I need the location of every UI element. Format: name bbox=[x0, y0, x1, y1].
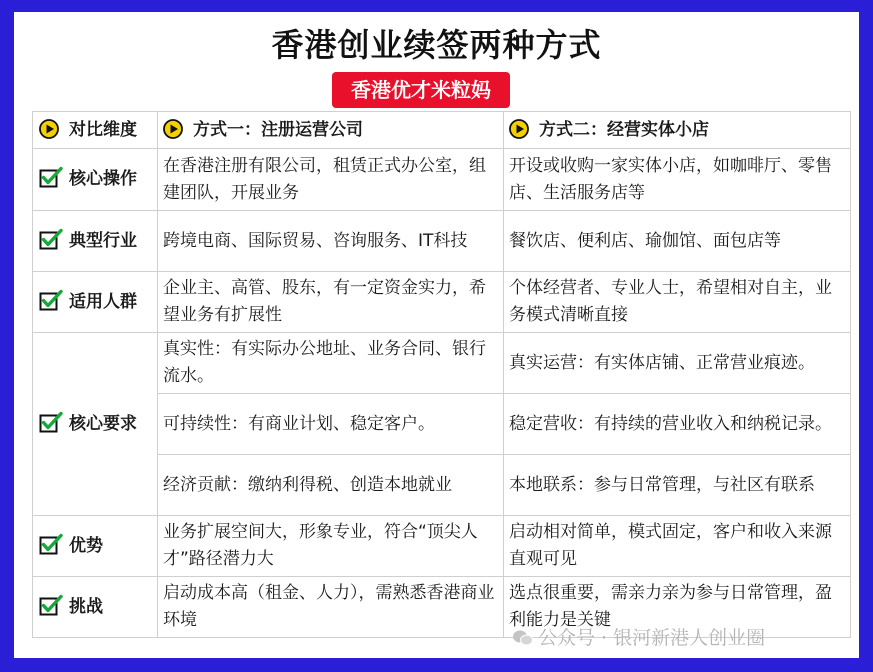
comparison-table bbox=[32, 111, 851, 638]
row-label-requirements: 核心要求 bbox=[33, 333, 158, 516]
challenge-method-one: 启动成本高（租金、人力），需熟悉香港商业环境 bbox=[158, 577, 504, 638]
requirement-method-two: 稳定营收：有持续的营业收入和纳税记录。 bbox=[504, 394, 851, 455]
challenge-method-two: 选点很重要，需亲力亲为参与日常管理，盈利能力是关键 bbox=[504, 577, 851, 638]
industry-method-two: 餐饮店、便利店、瑜伽馆、面包店等 bbox=[504, 211, 851, 272]
table-row bbox=[33, 149, 851, 211]
row-label-people: 适用人群 bbox=[33, 272, 158, 333]
row-label-advantage: 优势 bbox=[33, 516, 158, 577]
people-method-two: 个体经营者、专业人士，希望相对自主，业务模式清晰直接 bbox=[504, 272, 851, 333]
play-icon bbox=[163, 119, 183, 139]
requirement-method-one: 经济贡献：缴纳利得税、创造本地就业 bbox=[158, 455, 504, 516]
people-method-one: 企业主、高管、股东，有一定资金实力，希望业务有扩展性 bbox=[158, 272, 504, 333]
header-method-one: 方式一：注册运营公司 bbox=[158, 112, 504, 149]
requirement-method-one: 可持续性：有商业计划、稳定客户。 bbox=[158, 394, 504, 455]
row-label-industry: 典型行业 bbox=[33, 211, 158, 272]
requirement-method-one: 真实性：有实际办公地址、业务合同、银行流水。 bbox=[158, 333, 504, 394]
check-icon bbox=[39, 411, 63, 433]
check-icon bbox=[39, 228, 63, 250]
check-icon bbox=[39, 533, 63, 555]
table-row bbox=[33, 333, 851, 394]
play-icon bbox=[509, 119, 529, 139]
row-label-operation: 核心操作 bbox=[33, 149, 158, 211]
check-icon bbox=[39, 289, 63, 311]
header-dimension: 对比维度 bbox=[33, 112, 158, 149]
header-method-two: 方式二：经营实体小店 bbox=[504, 112, 851, 149]
advantage-method-two: 启动相对简单，模式固定，客户和收入来源直观可见 bbox=[504, 516, 851, 577]
content-card bbox=[14, 12, 859, 658]
play-icon bbox=[39, 119, 59, 139]
operation-method-one: 在香港注册有限公司，租赁正式办公室，组建团队，开展业务 bbox=[158, 149, 504, 211]
page-title: 香港创业续签两种方式 bbox=[271, 26, 602, 64]
industry-method-one: 跨境电商、国际贸易、咨询服务、IT科技 bbox=[158, 211, 504, 272]
table-header-row bbox=[33, 112, 851, 149]
check-icon bbox=[39, 594, 63, 616]
check-icon bbox=[39, 166, 63, 188]
requirement-method-two: 真实运营：有实体店铺、正常营业痕迹。 bbox=[504, 333, 851, 394]
author-badge: 香港优才米粒妈 bbox=[332, 72, 510, 108]
wechat-icon bbox=[512, 629, 534, 647]
requirement-method-two: 本地联系：参与日常管理，与社区有联系 bbox=[504, 455, 851, 516]
operation-method-two: 开设或收购一家实体小店，如咖啡厅、零售店、生活服务店等 bbox=[504, 149, 851, 211]
table-row bbox=[33, 211, 851, 272]
row-label-challenge: 挑战 bbox=[33, 577, 158, 638]
table-row bbox=[33, 516, 851, 577]
table-row bbox=[33, 272, 851, 333]
advantage-method-one: 业务扩展空间大，形象专业，符合“顶尖人才”路径潜力大 bbox=[158, 516, 504, 577]
watermark: 公众号 · 银河新港人创业圈 bbox=[512, 623, 765, 650]
